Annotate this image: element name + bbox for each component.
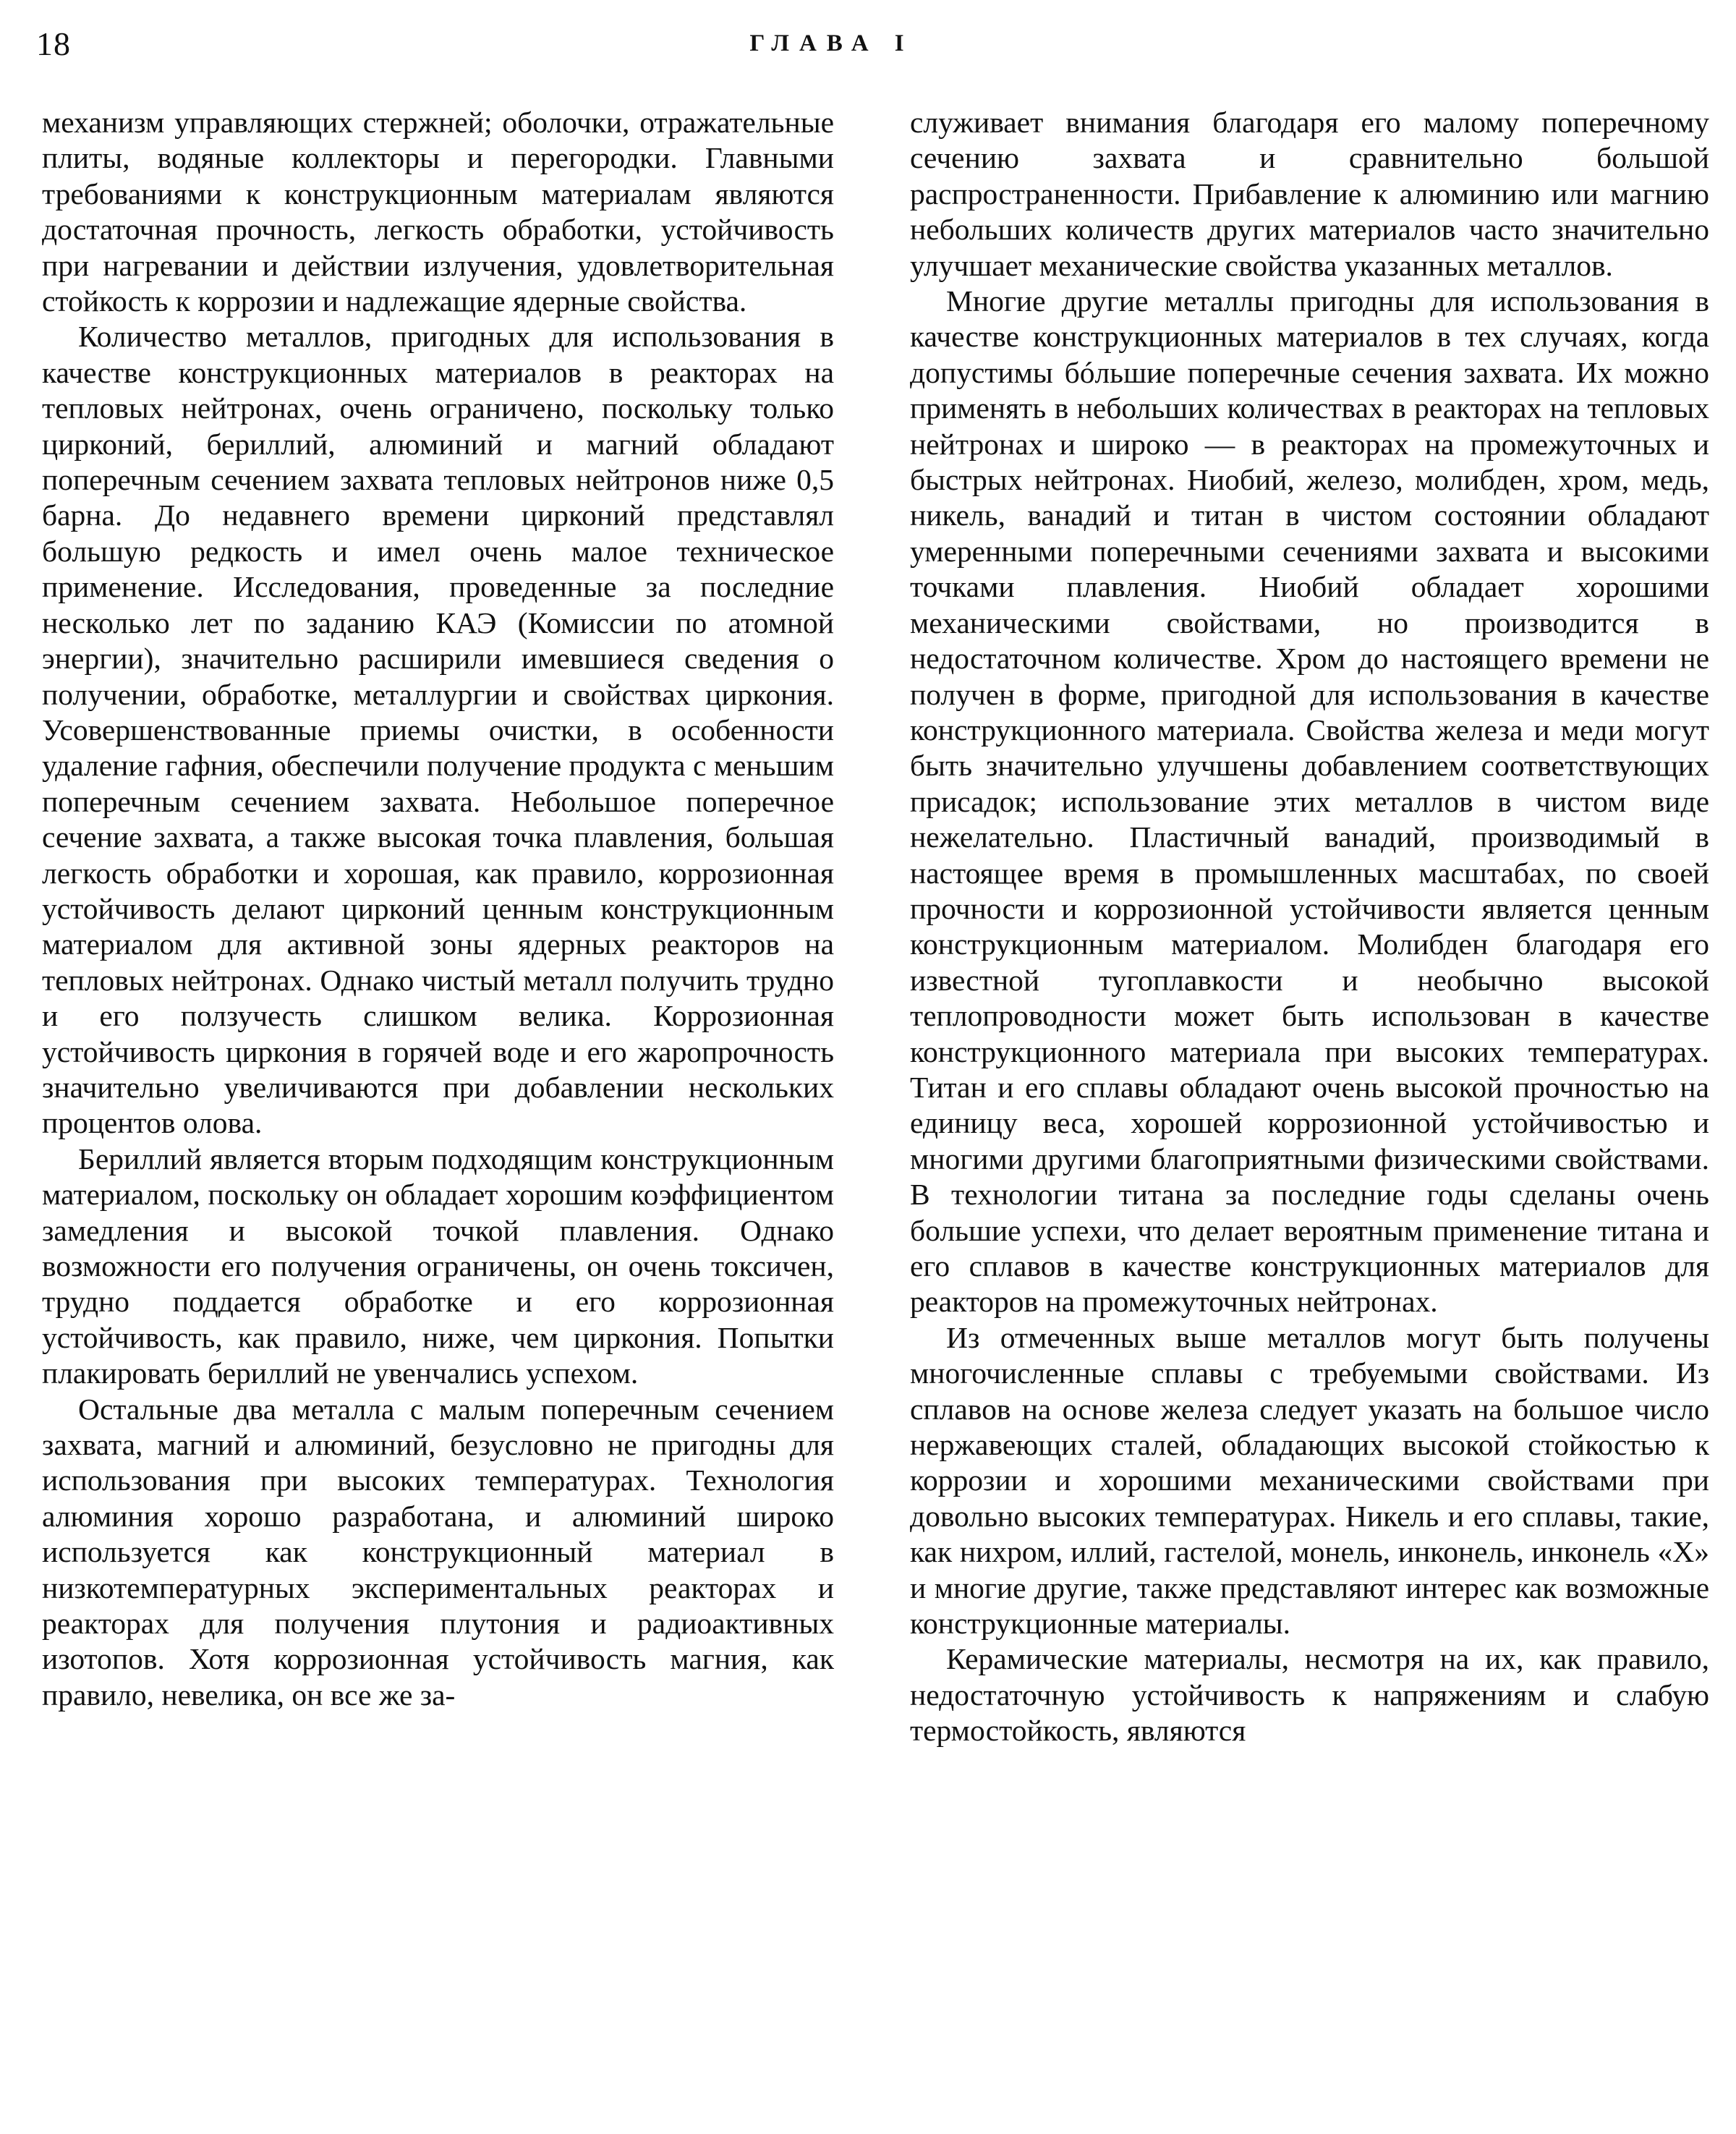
- paragraph: Керамические материалы, несмотря на их, как правило, недостаточную устойчивость к напряжениям и слабую термостойкость, являются: [910, 1642, 1709, 1748]
- paragraph: Многие другие металлы пригодны для использования в качестве конструкционных материалов в тех случаях, когда допустимы бóльшие поперечные сечения захвата. Их можно применять в небольших количествах в реакторах на тепловых нейтронах и широко — в реакторах на промежуточных и быстрых нейтронах. Ниобий, железо, молибден, хром, медь, никель, ванадий и титан в чистом состоянии обладают умеренными поперечными сечениями захвата и высокими точками плавления. Ниобий обладает хорошими механическими свойствами, но производится в недостаточном количестве. Хром до настоящего времени не получен в форме, пригодной для использования в качестве конструкционного материала. Свойства железа и меди могут быть значительно улучшены добавлением соответствующих присадок; использование этих металлов в чистом виде нежелательно. Пластичный ванадий, производимый в настоящее время в промышленных масштабах, по своей прочности и коррозионной устойчивости является ценным конструкционным материалом. Молибден благодаря его известной тугоплавкости и необычно высокой теплопроводности может быть использован в качестве конструкционного материала при высоких температурах. Титан и его сплавы обладают очень высокой прочностью на единицу веса, хорошей коррозионной устойчивостью и многими другими благоприятными физическими свойствами. В технологии титана за последние годы сделаны очень большие успехи, что делает вероятным применение титана и его сплавов в качестве конструкционных материалов для реакторов на промежуточных нейтронах.: [910, 284, 1709, 1319]
- paragraph: Бериллий является вторым подходящим конструкционным материалом, поскольку он обладает хорошим коэффициентом замедления и высокой точкой плавления. Однако возможности его получения ограничены, он очень токсичен, трудно поддается обработке и его коррозионная устойчивость, как правило, ниже, чем циркония. Попытки плакировать бериллий не увенчались успехом.: [42, 1142, 834, 1390]
- paragraph: механизм управляющих стержней; оболочки, отражательные плиты, водяные коллекторы и перегородки. Главными требованиями к конструкционным материалам являются достаточная прочность, легкость обработки, устойчивость при нагревании и действии излучения, удовлетворительная стойкость к коррозии и надлежащие ядерные свойства.: [42, 106, 834, 318]
- left-column: [42, 105, 834, 1713]
- paragraph: Количество металлов, пригодных для использования в качестве конструкционных материалов в реакторах на тепловых нейтронах, очень ограничено, поскольку только цирконий, бериллий, алюминий и магний обладают поперечным сечением захвата тепловых нейтронов ниже 0,5 барна. До недавнего времени цирконий представлял большую редкость и имел очень малое техническое применение. Исследования, проведенные за последние несколько лет по заданию КАЭ (Комиссии по атомной энергии), значительно расширили имевшиеся сведения о получении, обработке, металлургии и свойствах циркония. Усовершенствованные приемы очистки, в особенности удаление гафния, обеспечили получение продукта с меньшим поперечным сечением захвата. Небольшое поперечное сечение захвата, а также высокая точка плавления, большая легкость обработки и хорошая, как правило, коррозионная устойчивость делают цирконий ценным конструкционным материалом для активной зоны ядерных реакторов на тепловых нейтронах. Однако чистый металл получить трудно и его ползучесть слишком велика. Коррозионная устойчивость циркония в горячей воде и его жаропрочность значительно увеличиваются при добавлении нескольких процентов олова.: [42, 320, 834, 1140]
- paragraph: Остальные два металла с малым поперечным сечением захвата, магний и алюминий, безусловно не пригодны для использования при высоких температурах. Технология алюминия хорошо разработана, и алюминий широко используется как конструкционный материал в низкотемпературных экспериментальных реакторах и реакторах для получения плутония и радиоактивных изотопов. Хотя коррозионная устойчивость магния, как правило, невелика, он все же за-: [42, 1392, 834, 1712]
- paragraph: Из отмеченных выше металлов могут быть получены многочисленные сплавы с требуемыми свойствами. Из сплавов на основе железа следует указать на большое число нержавеющих сталей, обладающих высокой стойкостью к коррозии и хорошими механическими свойствами при довольно высоких температурах. Никель и его сплавы, такие, как нихром, иллий, гастелой, монель, инконель, инконель «X» и многие другие, также представляют интерес как возможные конструкционные материалы.: [910, 1320, 1709, 1641]
- page-number: 18: [36, 25, 71, 62]
- running-head: ГЛАВА I: [749, 30, 914, 56]
- right-column: [910, 105, 1709, 1749]
- paragraph: служивает внимания благодаря его малому поперечному сечению захвата и сравнительно большой распространенности. Прибавление к алюминию или магнию небольших количеств других материалов часто значительно улучшает механические свойства указанных металлов.: [910, 106, 1709, 282]
